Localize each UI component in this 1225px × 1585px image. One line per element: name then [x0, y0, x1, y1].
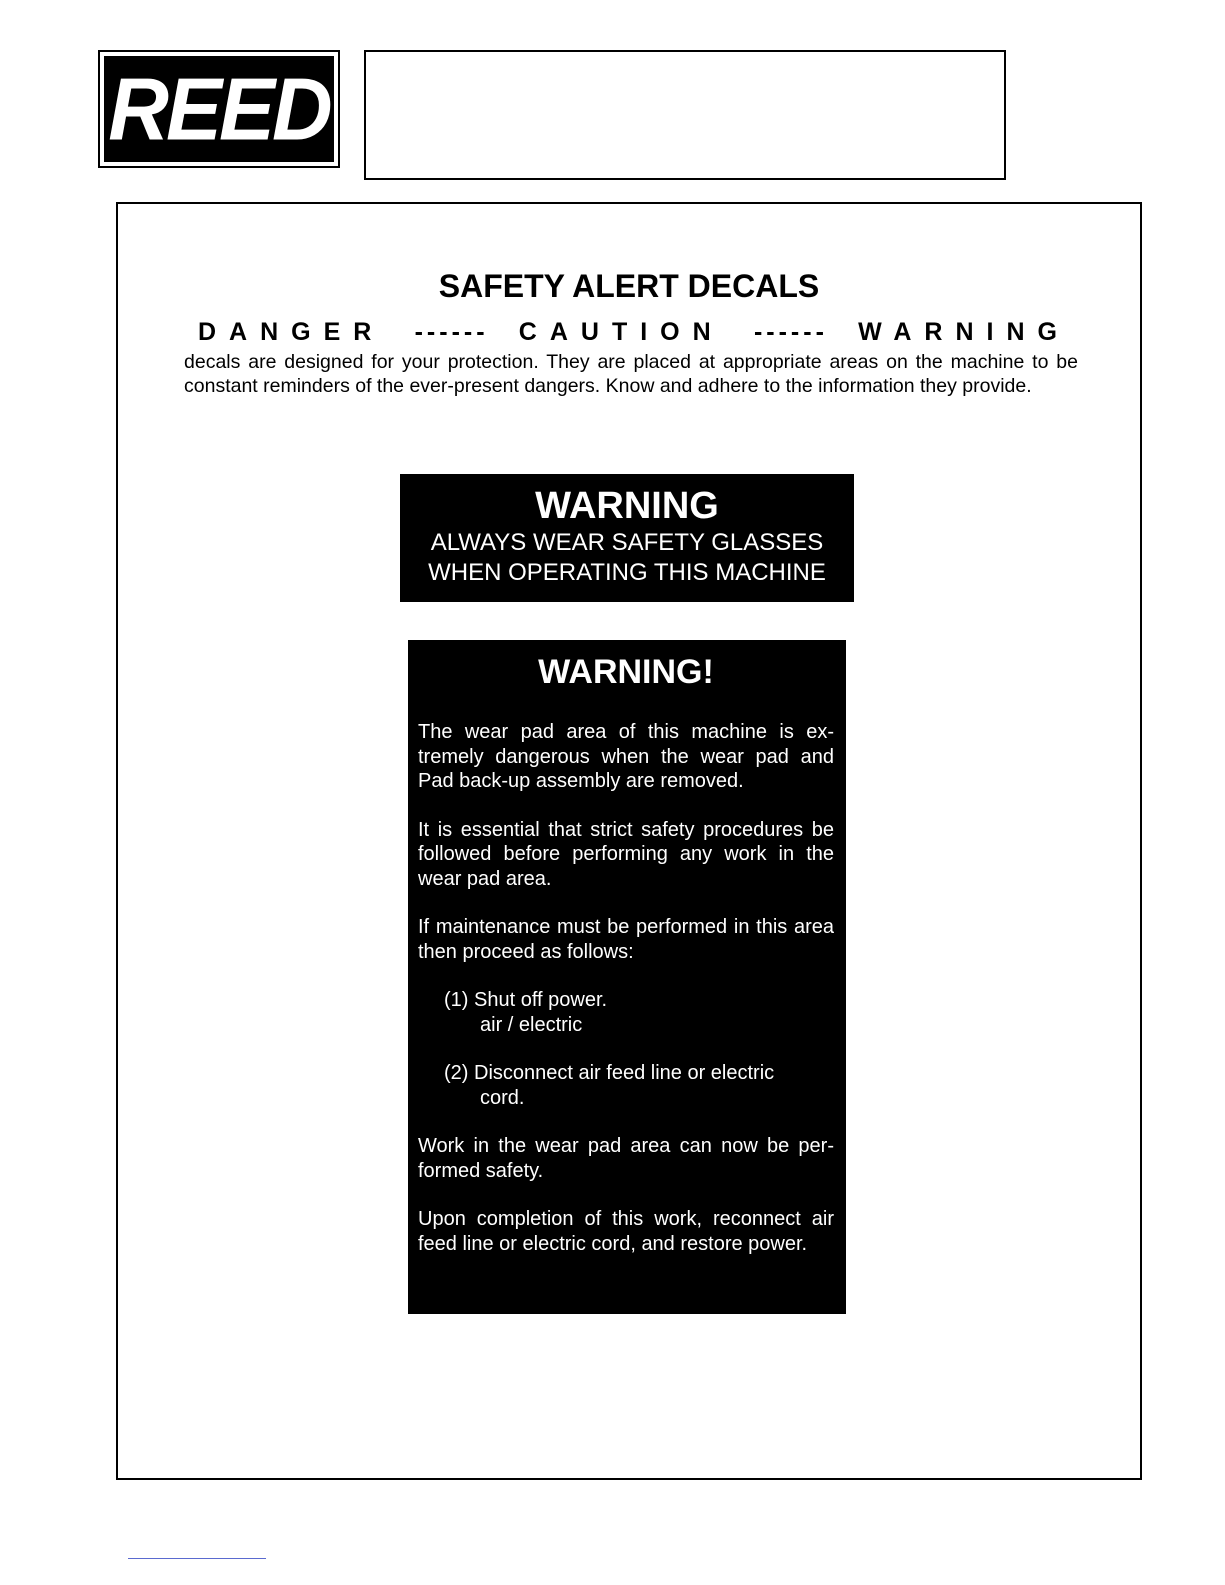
wear-pad-warning-decal [408, 640, 846, 1314]
step-sub: air / electric [480, 1013, 583, 1036]
decal-line: ALWAYS WEAR SAFETY GLASSES [430, 529, 824, 556]
danger-word: DANGER [198, 318, 385, 346]
caution-word: CAUTION [518, 318, 724, 346]
warning-word: WARNING [858, 318, 1070, 346]
footer-link-underline [128, 1558, 266, 1559]
decal-paragraph: Work in the wear pad area can now be per-formed safety. [418, 1135, 834, 1182]
alert-dash-2: ------ [753, 318, 828, 346]
alert-dash-1: ------ [414, 318, 489, 346]
alert-word-line [198, 316, 1070, 348]
page-title: SAFETY ALERT DECALS [438, 268, 820, 304]
step-main: (2) Disconnect air feed line or electric [444, 1062, 775, 1084]
intro-paragraph: decals are designed for your protection. They are placed at appropriate areas on the machine to be constant reminders of the ever-present dangers. Know and adhere to the information they provide. [184, 351, 1078, 397]
decal-heading: WARNING [535, 485, 719, 527]
decal-paragraph: If maintenance must be performed in this area then proceed as follows: [418, 916, 834, 963]
decal-paragraph: It is essential that strict safety procedures be followed before performing any work in the wear pad area. [418, 818, 834, 890]
decal-heading: WARNING! [538, 653, 714, 691]
header-box [364, 50, 1006, 180]
decal-step-1 [444, 988, 834, 1037]
decal-paragraph: The wear pad area of this machine is ex-tremely dangerous when the wear pad and Pad back-up assembly are removed. [418, 721, 834, 792]
reed-logo [98, 50, 340, 168]
decal-paragraph: Upon completion of this work, reconnect air feed line or electric cord, and restore power. [418, 1208, 834, 1255]
logo-text: REED [108, 59, 330, 159]
decal-line: WHEN OPERATING THIS MACHINE [428, 559, 826, 586]
decal-step-2 [444, 1061, 834, 1110]
step-main: (1) Shut off power. [444, 989, 608, 1011]
logo-background [104, 56, 334, 162]
main-frame [116, 202, 1142, 1480]
safety-glasses-decal [400, 474, 854, 602]
step-sub: cord. [480, 1086, 525, 1109]
